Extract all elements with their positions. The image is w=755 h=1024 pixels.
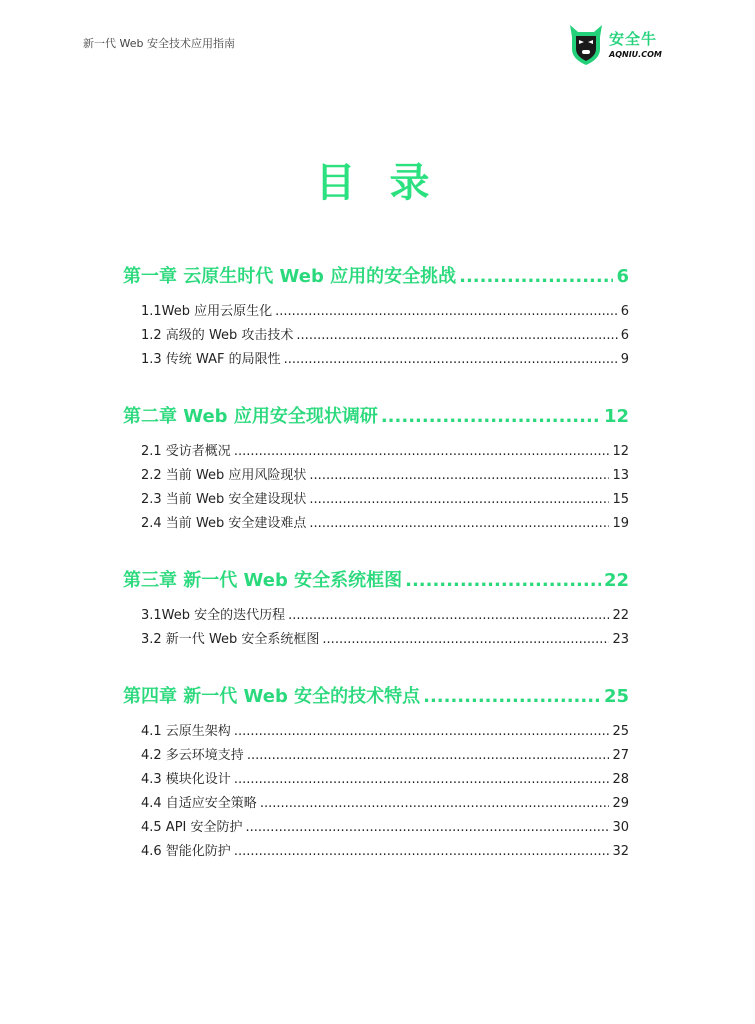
toc-leader-dots [381, 406, 601, 427]
toc-leader-dots [288, 608, 609, 623]
toc-leader-dots [247, 748, 610, 763]
toc-leader-dots [234, 772, 610, 787]
toc-chapter [123, 262, 629, 372]
toc-section-title: 2.3 当前 Web 安全建设现状 [141, 492, 307, 507]
toc-leader-dots [246, 820, 610, 835]
toc-chapter-title: 第三章 新一代 Web 安全系统框图 [123, 570, 403, 591]
toc-chapter [123, 402, 629, 536]
toc-section-page: 19 [612, 516, 629, 531]
toc-section-page: 13 [612, 468, 629, 483]
toc-chapter-title: 第一章 云原生时代 Web 应用的安全挑战 [123, 266, 457, 287]
toc-leader-dots [309, 492, 609, 507]
toc-chapter-entry[interactable] [123, 566, 629, 596]
toc-section-title: 4.3 模块化设计 [141, 772, 231, 787]
toc-section-title: 3.1Web 安全的迭代历程 [141, 608, 286, 623]
toc-section-title: 4.5 API 安全防护 [141, 820, 243, 835]
toc-section-entry[interactable] [141, 604, 629, 628]
toc-leader-dots [309, 516, 609, 531]
toc-section-page: 25 [612, 724, 629, 739]
toc-section-entry[interactable] [141, 488, 629, 512]
toc-section-page: 15 [612, 492, 629, 507]
toc-chapter-title: 第二章 Web 应用安全现状调研 [123, 406, 378, 427]
toc-leader-dots [234, 724, 610, 739]
toc-section-entry[interactable] [141, 816, 629, 840]
toc-section-entry[interactable] [141, 440, 629, 464]
toc-section-title: 1.1Web 应用云原生化 [141, 304, 273, 319]
toc-section-page: 32 [612, 844, 629, 859]
toc-leader-dots [322, 632, 609, 647]
toc-section-entry[interactable] [141, 840, 629, 864]
toc-section-page: 6 [620, 328, 629, 343]
bull-shield-icon [567, 22, 605, 66]
toc-section-page: 23 [612, 632, 629, 647]
toc-section-title: 1.2 高级的 Web 攻击技术 [141, 328, 294, 343]
toc-section-entry[interactable] [141, 744, 629, 768]
toc-chapter [123, 682, 629, 864]
toc-leader-dots [459, 266, 613, 287]
toc-section-entry[interactable] [141, 768, 629, 792]
toc-section-entry[interactable] [141, 512, 629, 536]
toc-leader-dots [260, 796, 610, 811]
toc-section-title: 4.6 智能化防护 [141, 844, 231, 859]
toc-chapter-page: 12 [603, 406, 629, 427]
toc-section-page: 6 [620, 304, 629, 319]
toc-section-entry[interactable] [141, 300, 629, 324]
toc-section-page: 30 [612, 820, 629, 835]
toc-section-title: 2.1 受访者概况 [141, 444, 231, 459]
toc-section-title: 4.1 云原生架构 [141, 724, 231, 739]
document-header-title: 新一代 Web 安全技术应用指南 [83, 37, 235, 50]
toc-section-entry[interactable] [141, 464, 629, 488]
toc-chapter [123, 566, 629, 652]
toc-section-title: 2.2 当前 Web 应用风险现状 [141, 468, 307, 483]
toc-section-title: 4.4 自适应安全策略 [141, 796, 257, 811]
toc-section-title: 3.2 新一代 Web 安全系统框图 [141, 632, 320, 647]
brand-logo [567, 22, 677, 66]
toc-section-page: 28 [612, 772, 629, 787]
logo-wordmark: 安全牛 [609, 30, 658, 48]
toc-leader-dots [309, 468, 609, 483]
toc-leader-dots [296, 328, 617, 343]
toc-section-page: 9 [620, 352, 629, 367]
toc-chapter-entry[interactable] [123, 262, 629, 292]
toc-section-title: 1.3 传统 WAF 的局限性 [141, 352, 281, 367]
toc-section-page: 22 [612, 608, 629, 623]
toc-chapter-entry[interactable] [123, 682, 629, 712]
toc-leader-dots [405, 570, 601, 591]
toc-section-page: 29 [612, 796, 629, 811]
logo-domain: AQNIU.COM [609, 50, 662, 59]
toc-leader-dots [234, 844, 610, 859]
toc-leader-dots [284, 352, 618, 367]
toc-chapter-page: 25 [603, 686, 629, 707]
toc-section-title: 2.4 当前 Web 安全建设难点 [141, 516, 307, 531]
toc-section-entry[interactable] [141, 720, 629, 744]
toc-section-page: 27 [612, 748, 629, 763]
toc-section-entry[interactable] [141, 792, 629, 816]
toc-section-page: 12 [612, 444, 629, 459]
table-of-contents [123, 262, 629, 864]
toc-chapter-title: 第四章 新一代 Web 安全的技术特点 [123, 686, 421, 707]
toc-chapter-page: 6 [616, 266, 629, 287]
toc-section-entry[interactable] [141, 628, 629, 652]
toc-section-entry[interactable] [141, 324, 629, 348]
page-title: 目 录 [315, 160, 440, 206]
toc-leader-dots [234, 444, 610, 459]
toc-leader-dots [275, 304, 618, 319]
toc-section-entry[interactable] [141, 348, 629, 372]
toc-chapter-entry[interactable] [123, 402, 629, 432]
toc-leader-dots [423, 686, 601, 707]
toc-chapter-page: 22 [603, 570, 629, 591]
toc-section-title: 4.2 多云环境支持 [141, 748, 244, 763]
